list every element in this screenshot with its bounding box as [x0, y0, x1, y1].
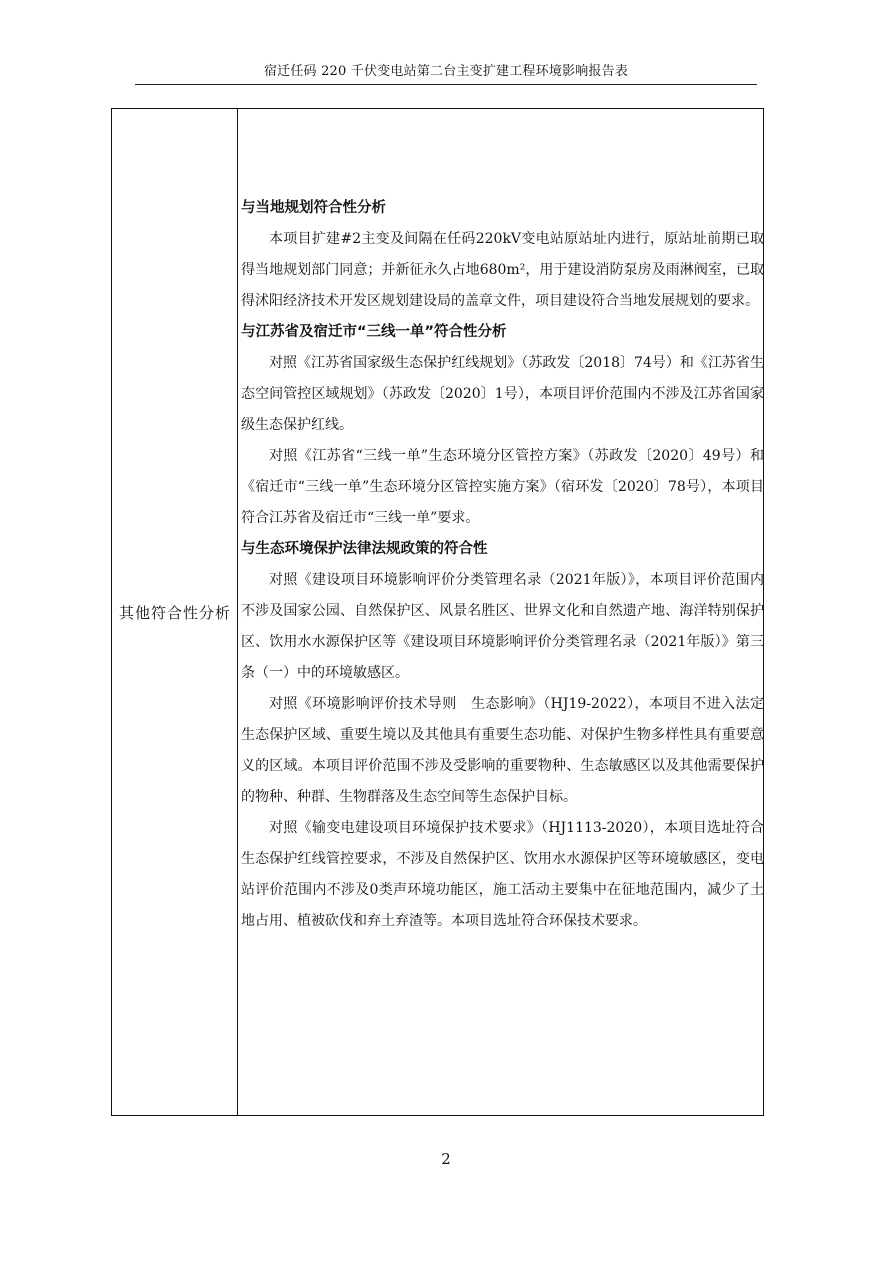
paragraph: 对照《输变电建设项目环境保护技术要求》（HJ1113-2020），本项目选址符合生态保护红线管控要求，不涉及自然保护区、饮用水水源保护区等环境敏感区，变电站评价范围内不涉及0类声环境功能区，施工活动主要集中在征地范围内，减少了土地占用、植被砍伐和弃土弃渣等。本项目选址符合环保技术要求。	[241, 820, 764, 929]
header-rule	[135, 84, 757, 85]
compliance-table	[111, 108, 764, 1116]
row-content-cell	[241, 193, 764, 937]
paragraph: 本项目扩建#2主变及间隔在任码220kV变电站原站址内进行，原站址前期已取得当地规划部门同意；并新征永久占地680m²，用于建设消防泵房及雨淋阀室，已取得沭阳经济技术开发区规划建设局的盖章文件，项目建设符合当地发展规划的要求。	[241, 231, 764, 309]
section-eco-law-policy	[241, 534, 764, 937]
section-three-lines-one-list	[241, 317, 764, 534]
section-planning	[241, 193, 764, 317]
section-heading: 与当地规划符合性分析	[241, 200, 386, 216]
section-heading: 与生态环境保护法律法规政策的符合性	[241, 541, 488, 557]
page-number: 2	[441, 1150, 451, 1168]
row-label: 其他符合性分析	[118, 604, 231, 622]
section-heading: 与江苏省及宿迁市“三线一单”符合性分析	[241, 324, 507, 340]
paragraph: 对照《江苏省国家级生态保护红线规划》（苏政发〔2018〕74号）和《江苏省生态空间管控区域规划》（苏政发〔2020〕1号），本项目评价范围内不涉及江苏省国家级生态保护红线。	[241, 355, 764, 433]
paragraph: 对照《建设项目环境影响评价分类管理名录（2021年版）》，本项目评价范围内不涉及国家公园、自然保护区、风景名胜区、世界文化和自然遗产地、海洋特别保护区、饮用水水源保护区等《建设项目环境影响评价分类管理名录（2021年版）》第三条（一）中的环境敏感区。	[241, 572, 764, 681]
paragraph: 对照《环境影响评价技术导则 生态影响》（HJ19-2022），本项目不进入法定生态保护区域、重要生境以及其他具有重要生态功能、对保护生物多样性具有重要意义的区域。本项目评价范围不涉及受影响的重要物种、生态敏感区以及其他需要保护的物种、种群、生物群落及生态空间等生态保护目标。	[241, 696, 764, 805]
paragraph: 对照《江苏省“三线一单”生态环境分区管控方案》（苏政发〔2020〕49号）和《宿迁市“三线一单”生态环境分区管控实施方案》（宿环发〔2020〕78号），本项目符合江苏省及宿迁市“三线一单”要求。	[241, 448, 764, 526]
row-label-cell	[112, 109, 238, 1115]
page-header-title: 宿迁任码 220 千伏变电站第二台主变扩建工程环境影响报告表	[263, 64, 629, 79]
